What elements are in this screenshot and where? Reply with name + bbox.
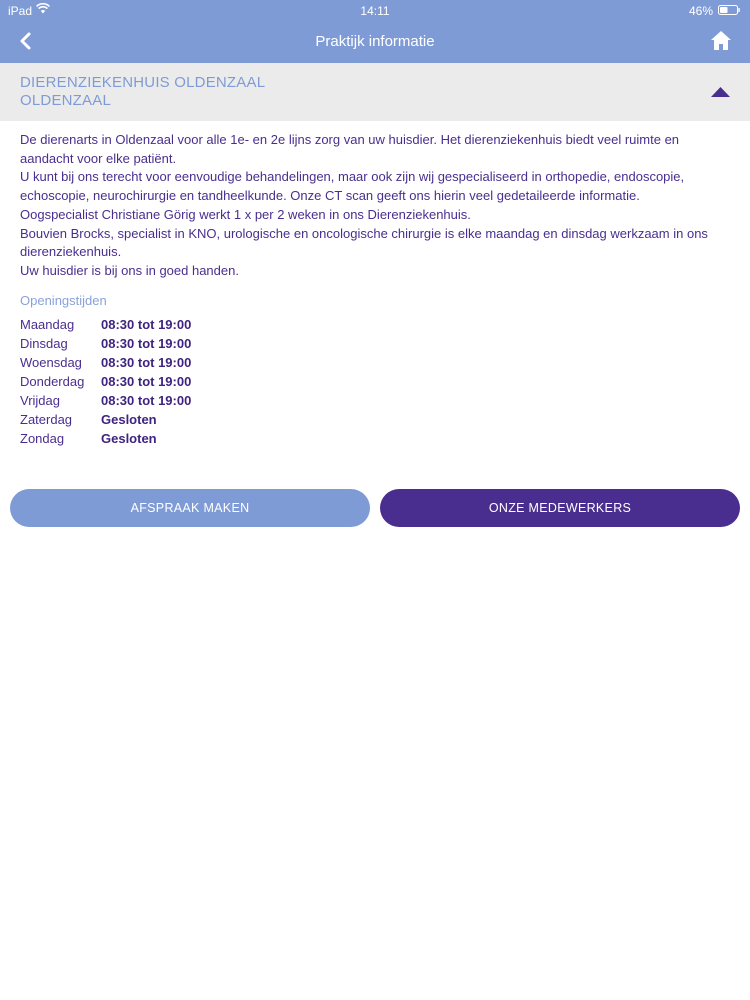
practice-name (20, 74, 265, 110)
hours-time: 08:30 tot 19:00 (101, 335, 192, 351)
page-title: Praktijk informatie (315, 33, 435, 50)
make-appointment-button[interactable]: AFSPRAAK MAKEN (10, 489, 370, 527)
status-device: iPad (8, 4, 33, 18)
hours-day: Maandag (20, 316, 75, 332)
description (20, 131, 732, 281)
hours-row (20, 315, 732, 334)
hours-day: Zondag (20, 430, 65, 446)
description-paragraph: Uw huisdier is bij ons in goed handen. (20, 262, 239, 278)
hours-row (20, 410, 732, 429)
opening-hours-heading: Openingstijden (20, 292, 107, 308)
hours-row (20, 429, 732, 448)
hours-row (20, 334, 732, 353)
status-bar (0, 0, 750, 20)
practice-name-line2: OLDENZAAL (20, 92, 111, 109)
hours-time: 08:30 tot 19:00 (101, 316, 192, 332)
hours-day: Zaterdag (20, 411, 73, 427)
hours-day: Dinsdag (20, 335, 68, 351)
hours-row (20, 353, 732, 372)
hours-time: Gesloten (101, 411, 157, 427)
description-paragraph: Oogspecialist Christiane Görig werkt 1 x per 2 weken in ons Dierenziekenhuis. (20, 206, 471, 222)
practice-header[interactable] (0, 63, 750, 121)
hours-time: 08:30 tot 19:00 (101, 373, 192, 389)
status-time: 14:11 (360, 4, 390, 18)
description-paragraph: U kunt bij ons terecht voor eenvoudige behandelingen, maar ook zijn wij gespecialiseerd in orthopedie, endoscopie, echoscopie, neurochirurgie en tandheelkunde. Onze CT scan geeft ons hierin veel gedetaileerde informatie. (20, 169, 685, 204)
hours-time: Gesloten (101, 430, 157, 446)
hours-time: 08:30 tot 19:00 (101, 354, 192, 370)
hours-row (20, 372, 732, 391)
triangle-up-icon[interactable] (711, 87, 730, 97)
description-paragraph: De dierenarts in Oldenzaal voor alle 1e- en 2e lijns zorg van uw huisdier. Het dierenziekenhuis biedt veel ruimte en aandacht voor elke patiënt. (20, 132, 680, 166)
hours-row (20, 391, 732, 410)
battery-icon (718, 5, 740, 15)
description-paragraph: Bouvien Brocks, specialist in KNO, urologische en oncologische chirurgie is elke maandag en dinsdag werkzaam in ons dierenziekenhuis. (20, 225, 708, 260)
hours-day: Woensdag (20, 354, 82, 370)
hours-day: Vrijdag (20, 392, 60, 408)
home-icon[interactable] (710, 30, 732, 51)
practice-name-line1: DIERENZIEKENHUIS OLDENZAAL (20, 74, 266, 91)
hours-day: Donderdag (20, 373, 85, 389)
our-staff-button[interactable]: ONZE MEDEWERKERS (380, 489, 740, 527)
hours-time: 08:30 tot 19:00 (101, 392, 192, 408)
battery-percent: 46% (688, 4, 713, 18)
practice-info (20, 131, 732, 448)
top-bar (0, 0, 750, 63)
opening-hours-table (20, 315, 732, 448)
